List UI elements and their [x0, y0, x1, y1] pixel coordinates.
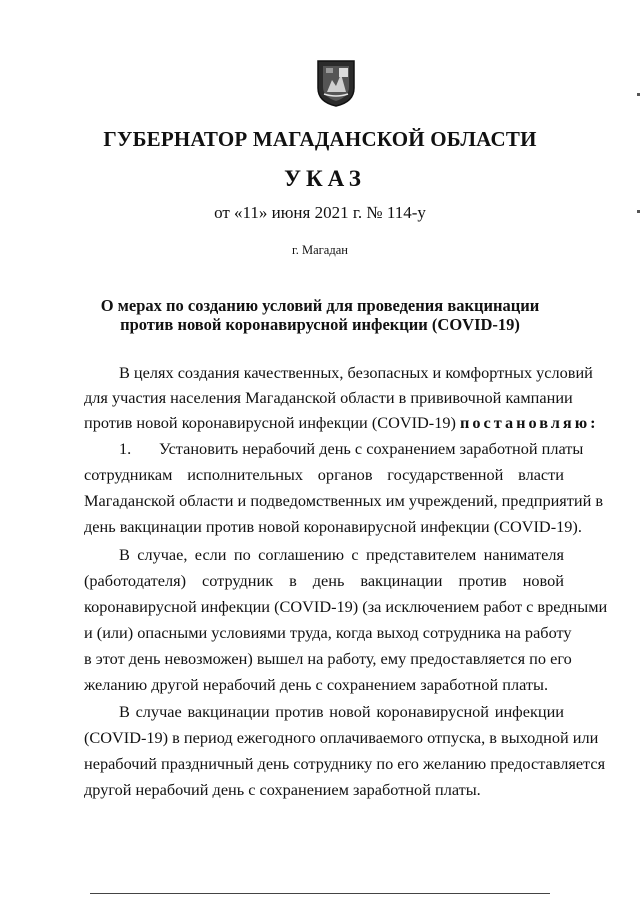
body-line: коронавирусной инфекции (COVID-19) (за исключением работ с вредными — [84, 597, 608, 616]
body-text: Установить нерабочий день с сохранением заработной платы — [159, 439, 584, 458]
body-line: (работодателя) сотрудник в день вакцинации против новой — [84, 571, 564, 590]
body-line — [119, 439, 584, 458]
body-line: желанию другой нерабочий день с сохранением заработной платы. — [84, 675, 549, 694]
body-line: день вакцинации против новой коронавирусной инфекции (COVID-19). — [84, 517, 582, 536]
document-title-line-1: О мерах по созданию условий для проведения вакцинации — [100, 296, 540, 315]
document-title-line-2: против новой коронавирусной инфекции (COVID-19) — [120, 315, 520, 334]
item-number: 1. — [119, 439, 132, 458]
body-line: (COVID-19) в период ежегодного оплачиваемого отпуска, в выходной или — [84, 728, 599, 747]
page-bottom-rule — [90, 893, 550, 894]
document-city: г. Магадан — [292, 243, 348, 257]
body-text: против новой коронавирусной инфекции (COVID-19) — [84, 413, 456, 432]
body-line: В случае вакцинации против новой коронавирусной инфекции — [119, 702, 564, 721]
body-line: сотрудникам исполнительных органов государственной власти — [84, 465, 564, 484]
body-line: нерабочий праздничный день сотруднику по его желанию предоставляется — [84, 754, 606, 773]
coat-of-arms-emblem — [315, 58, 357, 108]
body-line: В целях создания качественных, безопасных и комфортных условий — [119, 363, 593, 382]
document-type-heading: УКАЗ — [284, 166, 366, 191]
body-line: другой нерабочий день с сохранением заработной платы. — [84, 780, 481, 799]
body-line: В случае, если по соглашению с представителем нанимателя — [119, 545, 564, 564]
body-line — [84, 413, 599, 432]
body-line: Магаданской области и подведомственных им учреждений, предприятий в — [84, 491, 604, 510]
body-line: и (или) опасными условиями труда, когда выход сотрудника на работу — [84, 623, 572, 642]
issuing-authority-heading: ГУБЕРНАТОР МАГАДАНСКОЙ ОБЛАСТИ — [103, 127, 537, 151]
resolution-word: постановляю: — [460, 413, 599, 432]
document-date-number: от «11» июня 2021 г. № 114-у — [214, 203, 426, 222]
body-line: для участия населения Магаданской области в прививочной кампании — [84, 388, 573, 407]
body-line: в этот день невозможен) вышел на работу, ему предоставляется по его — [84, 649, 572, 668]
